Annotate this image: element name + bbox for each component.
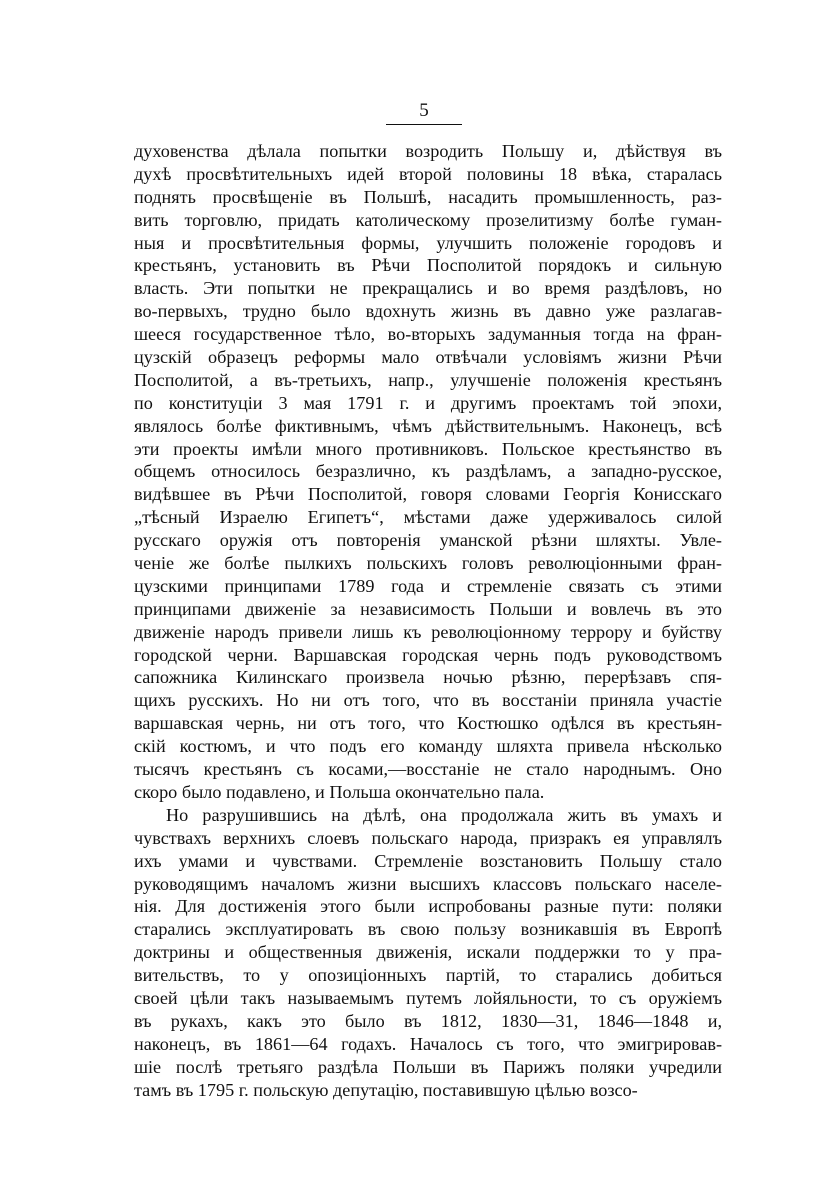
text-line: власть. Эти попытки не прекращались и во время раздѣловъ, но (134, 278, 722, 299)
text-line: тамъ въ 1795 г. польскую депутацію, поставившую цѣлью возсо- (134, 1079, 638, 1100)
page-number-rule (386, 124, 462, 125)
text-line: шіе послѣ третьяго раздѣла Польши въ Парижъ поляки учредили (134, 1056, 722, 1077)
text-line: во-первыхъ, трудно было вдохнуть жизнь въ давно уже разлагав- (134, 301, 722, 322)
text-line: щихъ русскихъ. Но ни отъ того, что въ восстаніи приняла участіе (134, 690, 722, 711)
text-line: сапожника Килинскаго произвела ночью рѣзню, перерѣзавъ спя- (134, 667, 722, 688)
text-line: по конституціи 3 мая 1791 г. и другимъ проектамъ той эпохи, (134, 392, 722, 413)
text-line: эти проекты имѣли много противниковъ. Польское крестьянство въ (134, 438, 722, 459)
text-line: скій костюмъ, и что подъ его команду шляхта привела нѣсколько (134, 736, 722, 757)
text-line: шееся государственное тѣло, во-вторыхъ задуманныя тогда на фран- (134, 324, 722, 345)
text-line: ныя и просвѣтительныя формы, улучшить положеніе городовъ и (134, 232, 722, 253)
text-line: чувствахъ верхнихъ слоевъ польскаго народа, призракъ ея управлялъ (134, 827, 722, 848)
text-line: духовенства дѣлала попытки возродить Польшу и, дѣйствуя въ (134, 141, 722, 161)
text-line: являлось болѣе фиктивнымъ, чѣмъ дѣйствительнымъ. Наконецъ, всѣ (134, 415, 722, 436)
text-line: тысячъ крестьянъ съ косами,—восстаніе не стало народнымъ. Оно (134, 759, 722, 780)
text-line: принципами движеніе за независимость Польши и вовлечь въ это (134, 598, 722, 619)
text-line: крестьянъ, установить въ Рѣчи Посполитой порядокъ и сильную (134, 255, 722, 276)
paragraph (134, 140, 722, 804)
text-line: „тѣсный Израелю Египетъ“, мѣстами даже удерживалось силой (134, 507, 722, 528)
text-line: скоро было подавлено, и Польша окончательно пала. (134, 781, 545, 802)
text-line: поднять просвѣщеніе въ Польшѣ, насадить промышленность, раз- (134, 186, 722, 207)
text-line: нія. Для достиженія этого были испробованы разные пути: поляки (134, 896, 722, 917)
text-line: своей цѣли такъ называемымъ путемъ лойяльности, то съ оружіемъ (134, 987, 722, 1008)
paragraph (134, 804, 722, 1102)
text-line: ченіе же болѣе пылкихъ польскихъ головъ революціонными фран- (134, 553, 722, 574)
text-line: руководящимъ началомъ жизни высшихъ классовъ польскаго населе- (134, 873, 722, 894)
text-line: въ рукахъ, какъ это было въ 1812, 1830—31, 1846—1848 и, (134, 1010, 722, 1031)
text-line: видѣвшее въ Рѣчи Посполитой, говоря словами Георгія Конисскаго (134, 484, 722, 505)
text-line: цузскими принципами 1789 года и стремленіе связать съ этими (134, 575, 722, 596)
text-line: цузскій образецъ реформы мало отвѣчали условіямъ жизни Рѣчи (134, 347, 722, 368)
text-line: старались эксплуатировать въ свою пользу возникавшія въ Европѣ (134, 919, 722, 940)
page-number: 5 (419, 100, 429, 121)
text-line: Посполитой, а въ-третьихъ, напр., улучшеніе положенія крестьянъ (134, 369, 722, 390)
body-text (134, 140, 722, 1101)
text-line: вить торговлю, придать католическому прозелитизму болѣе гуман- (134, 209, 722, 230)
text-line: наконецъ, въ 1861—64 годахъ. Началось съ того, что эмигрировав- (134, 1033, 722, 1054)
text-line: русскаго оружія отъ повторенія уманской рѣзни шляхты. Увле- (134, 530, 722, 551)
text-line: духѣ просвѣтительныхъ идей второй половины 18 вѣка, старалась (134, 163, 722, 184)
text-line: доктрины и общественныя движенія, искали поддержки то у пра- (134, 942, 722, 963)
text-line: общемъ относилось безразлично, къ раздѣламъ, а западно-русское, (134, 461, 722, 482)
text-line: ихъ умами и чувствами. Стремленіе возстановить Польшу стало (134, 850, 722, 871)
text-line: движеніе народъ привели лишь къ революціонному террору и буйству (134, 621, 722, 642)
text-line: варшавская чернь, ни отъ того, что Костюшко одѣлся въ крестьян- (134, 713, 722, 734)
text-line: вительствъ, то у опозиціонныхъ партій, то старались добиться (134, 965, 722, 986)
text-line: Но разрушившись на дѣлѣ, она продолжала жить въ умахъ и (166, 804, 722, 825)
text-line: городской черни. Варшавская городская чернь подъ руководствомъ (134, 644, 722, 665)
